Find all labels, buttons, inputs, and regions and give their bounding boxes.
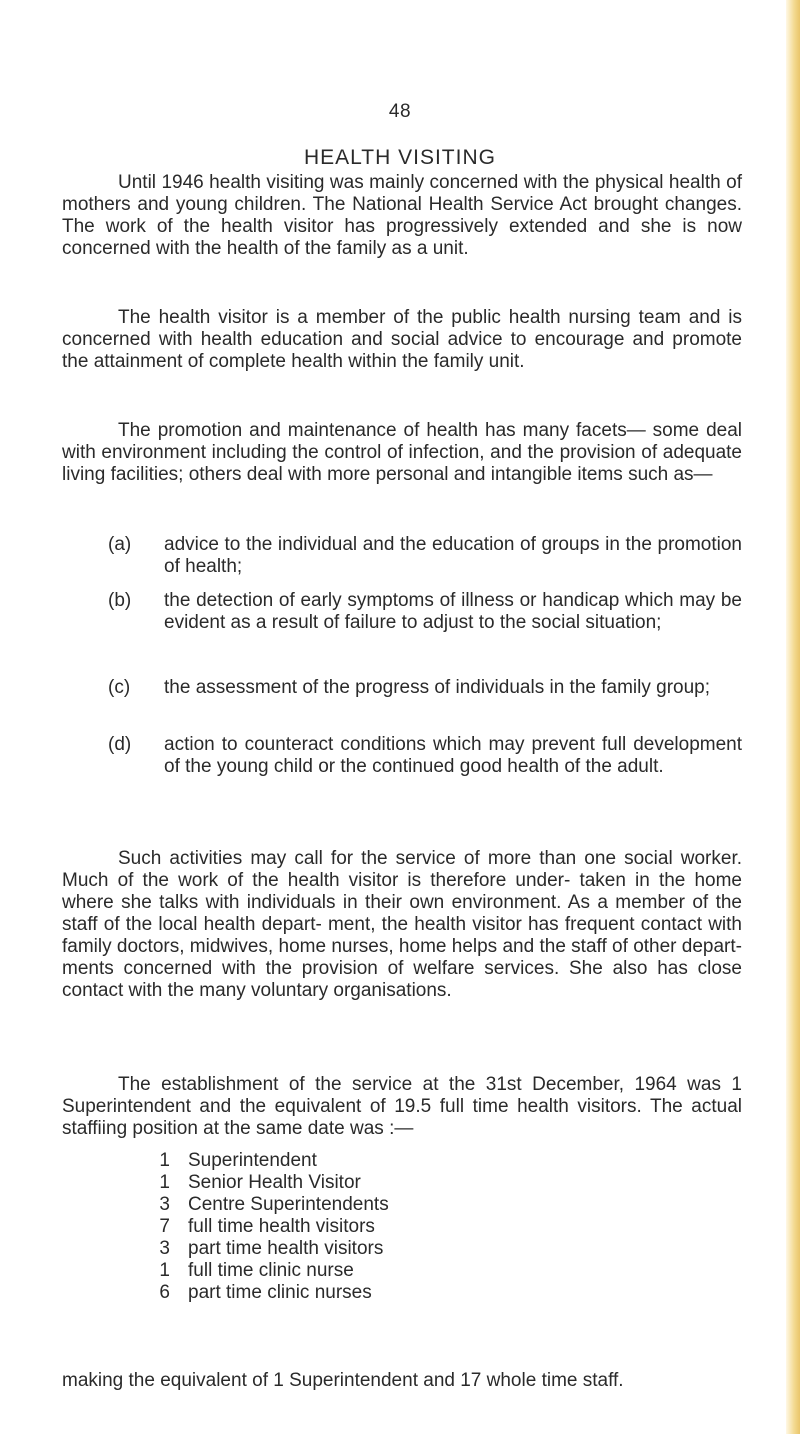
staff-role: Centre Superintendents — [188, 1194, 389, 1215]
list-item-text: the assessment of the progress of individuals in the family group; — [164, 677, 711, 698]
staff-row — [150, 1282, 550, 1304]
list-item-text: action to counteract conditions which may prevent full development of the young child or the continued good health of the adult. — [164, 734, 742, 777]
staff-count: 7 — [159, 1216, 170, 1237]
list-item-b — [108, 590, 742, 634]
staff-list — [150, 1150, 550, 1304]
paragraph-facets: The promotion and maintenance of health has many facets— some deal with environment including the control of infection, and the provision of adequate living facilities; others deal with more personal and intangible items such as— — [62, 420, 742, 485]
page-number: 48 — [388, 101, 412, 122]
list-item-letter: (c) — [108, 677, 131, 698]
staff-row — [150, 1238, 550, 1260]
list-item-c — [108, 677, 742, 699]
staff-role: Superintendent — [188, 1150, 317, 1171]
staff-role: full time clinic nurse — [188, 1260, 354, 1281]
staff-count: 3 — [159, 1238, 170, 1259]
paragraph-establishment: The establishment of the service at the 31st December, 1964 was 1 Superintendent and the equivalent of 19.5 full time health visitors. The actual staffiing position at the same date was :— — [62, 1074, 742, 1139]
staff-row — [150, 1150, 550, 1172]
paragraph-intro: Until 1946 health visiting was mainly concerned with the physical health of mothers and young children. The National Health Service Act brought changes. The work of the health visitor has progressively extended and she is now concerned with the health of the family as a unit. — [62, 172, 742, 259]
staff-row — [150, 1194, 550, 1216]
list-item-text: the detection of early symptoms of illness or handicap which may be evident as a result of failure to adjust to the social situation; — [164, 590, 742, 633]
staff-role: Senior Health Visitor — [188, 1172, 361, 1193]
list-item-d — [108, 734, 742, 778]
page-edge-shadow — [786, 0, 800, 1434]
staff-count: 3 — [159, 1194, 170, 1215]
staff-count: 1 — [159, 1150, 170, 1171]
paragraph-activities: Such activities may call for the service of more than one social worker. Much of the work of the health visitor is therefore under- taken in the home where she talks with individuals in their own environment. As a member of the staff of the local health depart- ment, the health visitor has frequent contact with family doctors, midwives, home nurses, home helps and the staff of other depart- ments concerned with the provision of welfare services. She also has close contact with the many voluntary organisations. — [62, 848, 742, 1001]
staff-count: 1 — [159, 1260, 170, 1281]
paragraph-team: The health visitor is a member of the public health nursing team and is concerned with health education and social advice to encourage and promote the attainment of complete health within the family unit. — [62, 307, 742, 372]
staff-count: 6 — [159, 1282, 170, 1303]
list-item-letter: (a) — [108, 534, 132, 555]
section-heading: HEALTH VISITING — [304, 146, 496, 169]
staff-count: 1 — [159, 1172, 170, 1193]
list-item-letter: (d) — [108, 734, 132, 755]
list-item-text: advice to the individual and the education of groups in the promotion of health; — [164, 534, 742, 577]
staff-row — [150, 1216, 550, 1238]
list-item-letter: (b) — [108, 590, 132, 611]
staff-role: part time health visitors — [188, 1238, 384, 1259]
closing-line: making the equivalent of 1 Superintendent and 17 whole time staff. — [62, 1370, 624, 1391]
list-item-a — [108, 534, 742, 578]
staff-row — [150, 1260, 550, 1282]
staff-row — [150, 1172, 550, 1194]
staff-role: part time clinic nurses — [188, 1282, 372, 1303]
staff-role: full time health visitors — [188, 1216, 375, 1237]
